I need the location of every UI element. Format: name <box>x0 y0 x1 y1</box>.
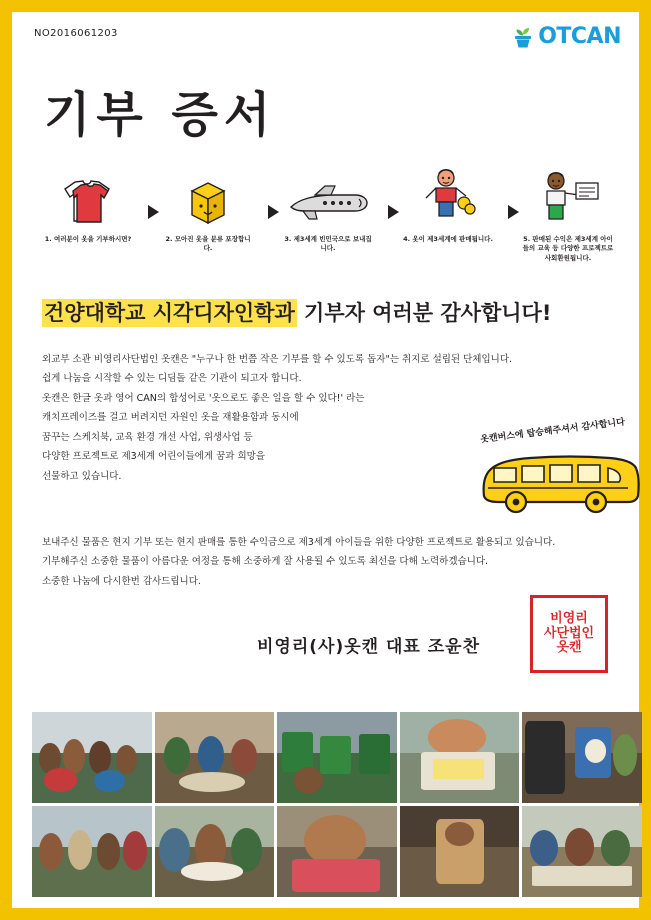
body-line: 소중한 나눔에 다시한번 감사드립니다. <box>42 575 201 587</box>
body-line: 보내주신 물품은 현지 기부 또는 현지 판매를 통한 수익금으로 제3세계 아이들을 위한 다양한 프로젝트로 활용되고 있습니다. <box>42 537 556 548</box>
body-line: 선물하고 있습니다. <box>42 470 122 482</box>
step-2-label: 2. 모아진 옷을 분류 포장합니다. <box>165 235 251 253</box>
tshirt-icon <box>40 167 136 227</box>
photo-9 <box>400 806 520 897</box>
photo-2 <box>155 712 275 803</box>
document-number: NO2016061203 <box>34 28 118 39</box>
body-line: 다양한 프로젝트로 제3세계 어린이들에게 꿈과 희망을 <box>42 451 266 463</box>
arrow-1-icon <box>148 205 159 219</box>
photo-1 <box>32 712 152 803</box>
person-education-icon <box>520 167 616 227</box>
arrow-2-icon <box>268 205 279 219</box>
official-seal-stamp <box>530 595 608 673</box>
photo-4 <box>400 712 520 803</box>
photo-6 <box>32 806 152 897</box>
body-line: 쉽게 나눔을 시작할 수 있는 디딤돌 같은 기관이 되고자 합니다. <box>42 373 302 385</box>
body-line: 외교부 소관 비영리사단법인 옷캔은 "누구나 한 번쯤 작은 기부를 할 수 있도록 돕자"는 취지로 설립된 단체입니다. <box>42 354 513 365</box>
stamp-line-3: 옷캔 <box>556 640 582 656</box>
step-3-label: 3. 제3세계 빈민국으로 보내집니다. <box>284 235 372 253</box>
certificate-sheet <box>12 12 639 908</box>
step-4-label: 4. 옷이 제3세계에 판매됩니다. <box>403 235 493 243</box>
otcan-bus-illustration <box>479 417 640 532</box>
photo-3 <box>277 712 397 803</box>
bus-icon <box>480 442 640 520</box>
photo-10 <box>522 806 642 897</box>
photo-7 <box>155 806 275 897</box>
step-1-label: 1. 여러분이 옷을 기부하시면? <box>44 235 132 243</box>
body-line: 옷캔은 한글 옷과 영어 CAN의 합성어로 '옷으로도 좋은 일을 할 수 있다!' 라는 <box>42 392 365 404</box>
step-1 <box>40 167 136 282</box>
step-5 <box>520 167 616 282</box>
airplane-icon <box>280 167 376 227</box>
arrow-4-icon <box>508 205 519 219</box>
stamp-line-2: 사단법인 <box>543 625 595 641</box>
step-5-label: 5. 판매된 수익은 제3세계 아이들의 교육 등 다양한 프로젝트로 사회환원됩니다. <box>522 235 614 262</box>
stamp-line-1: 비영리 <box>550 610 588 626</box>
signature-line: 비영리(사)옷캔 대표 조윤찬 <box>257 637 481 657</box>
headline-rest: 기부자 여러분 감사합니다! <box>296 301 552 325</box>
page-title: 기부 증서 <box>44 87 277 143</box>
step-2 <box>160 167 256 282</box>
arrow-3-icon <box>388 205 399 219</box>
process-steps <box>32 167 624 282</box>
box-icon <box>160 167 256 227</box>
step-4 <box>400 167 496 282</box>
photo-8 <box>277 806 397 897</box>
step-3 <box>280 167 376 282</box>
body-line: 꿈꾸는 스케치북, 교육 환경 개선 사업, 위생사업 등 <box>42 431 253 443</box>
body-line: 기부해주신 소중한 물품이 아름다운 여정을 통해 소중하게 잘 사용될 수 있도록 최선을 다해 노력하겠습니다. <box>42 556 489 568</box>
otcan-logo <box>512 24 621 49</box>
body-paragraph-bottom <box>42 533 602 591</box>
body-paragraph-top <box>42 350 522 486</box>
sprout-in-pot-icon <box>512 25 534 49</box>
logo-text: OTCAN <box>538 24 621 49</box>
photo-5 <box>522 712 642 803</box>
headline <box>42 297 551 327</box>
body-line: 캐치프레이즈를 걸고 버려지던 자원인 옷을 재활용함과 동시에 <box>42 412 299 424</box>
photo-gallery <box>32 712 642 897</box>
person-selling-icon <box>400 167 496 227</box>
bus-note-text: 옷캔버스에 탑승해주셔서 감사합니다 <box>479 417 626 446</box>
headline-highlight: 건양대학교 시각디자인학과 <box>44 301 295 325</box>
